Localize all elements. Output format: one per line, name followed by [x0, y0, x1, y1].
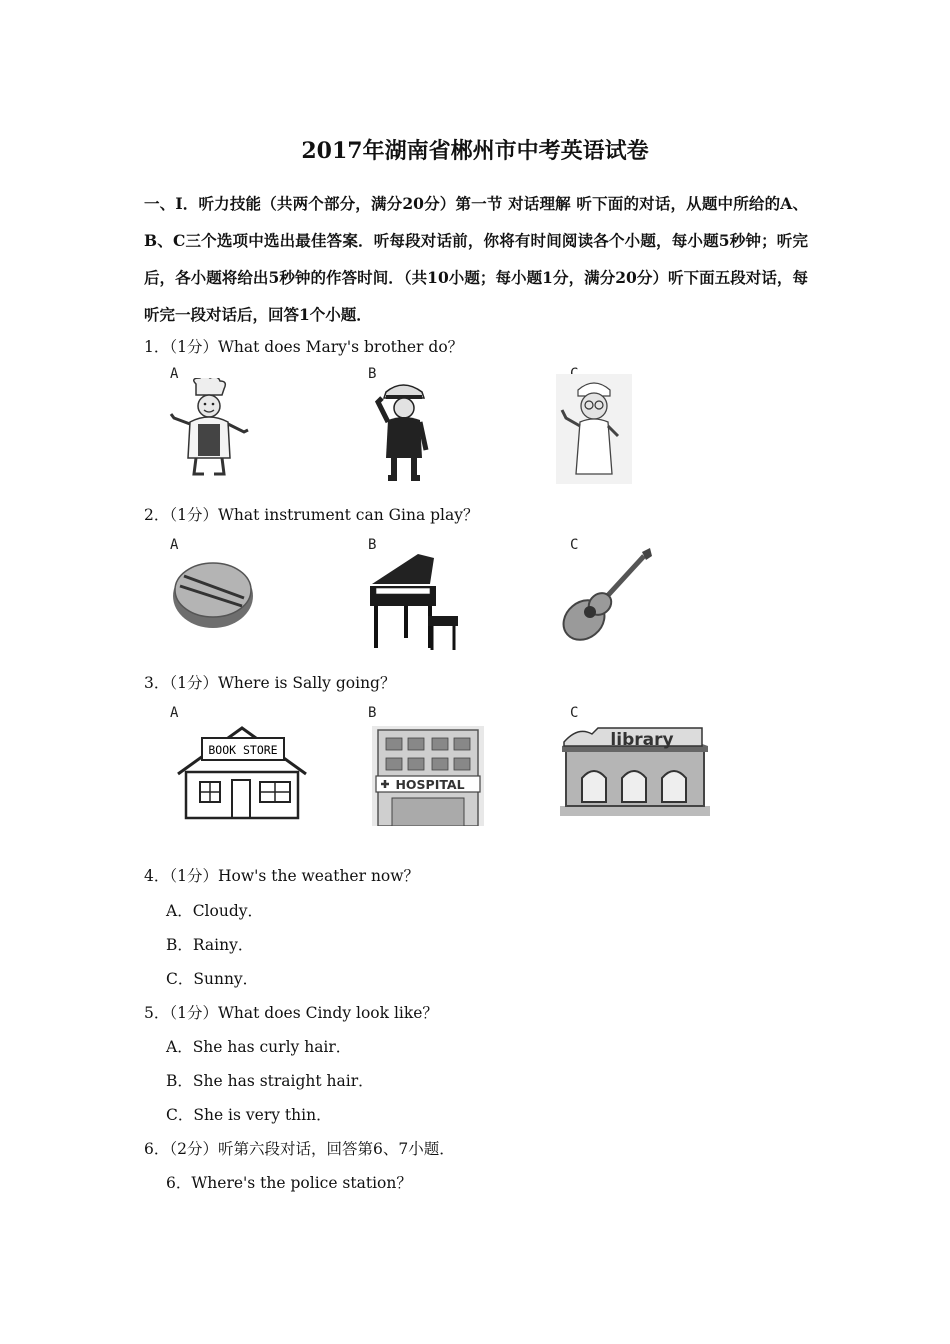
option-label-a: A — [170, 537, 179, 553]
piano-image[interactable] — [366, 548, 464, 654]
option-a[interactable]: A．Cloudy． — [166, 902, 264, 920]
hospital-sign: HOSPITAL — [395, 777, 465, 792]
chef-image[interactable] — [168, 378, 250, 482]
page-title: 2017年湖南省郴州市中考英语试卷 — [301, 138, 649, 164]
police-officer-image[interactable] — [372, 378, 434, 484]
drum-image[interactable] — [170, 556, 256, 630]
question-1: 1．（1分）What does Mary's brother do？ — [144, 338, 464, 356]
question-4: 4．（1分）How's the weather now？ — [144, 867, 420, 885]
option-c[interactable]: C．Sunny． — [166, 970, 259, 988]
hospital-image[interactable] — [372, 726, 484, 826]
option-label-a: A — [170, 705, 179, 721]
option-label-b: B — [368, 366, 377, 382]
option-label-a: A — [170, 366, 179, 382]
option-a[interactable]: A．She has curly hair． — [166, 1038, 352, 1056]
question-3: 3．（1分）Where is Sally going？ — [144, 674, 396, 692]
library-image[interactable] — [560, 716, 710, 820]
option-label-b: B — [368, 705, 377, 721]
question-2: 2．（1分）What instrument can Gina play？ — [144, 506, 479, 524]
doctor-image[interactable] — [556, 374, 632, 484]
section-instructions: 一、Ⅰ．听力技能（共两个部分，满分20分）第一节 对话理解 听下面的对话，从题中所给的A、B、C三个选项中选出最佳答案．听每段对话前，你将有时间阅读各个小题，每小题5秒钟；听完后，各小题将给出5秒钟的作答时间．（共10小题；每小题1分，满分20分）听下面五段对话，每听完一段对话后，回答1个小题． — [144, 194, 808, 324]
option-label-c: C — [570, 705, 579, 721]
bookstore-sign: BOOK STORE — [208, 743, 278, 757]
question-6: 6．（2分）听第六段对话，回答第6、7小题． — [144, 1140, 455, 1158]
question-5: 5．（1分）What does Cindy look like？ — [144, 1004, 438, 1022]
guitar-image[interactable] — [554, 546, 654, 646]
sub-question-6: 6．Where's the police station？ — [166, 1174, 412, 1192]
option-b[interactable]: B．Rainy． — [166, 936, 254, 954]
option-c[interactable]: C．She is very thin． — [166, 1106, 332, 1124]
library-sign: library — [610, 730, 674, 750]
option-label-b: B — [368, 537, 377, 553]
option-label-c: C — [570, 537, 579, 553]
option-b[interactable]: B．She has straight hair． — [166, 1072, 374, 1090]
bookstore-image[interactable] — [172, 724, 312, 822]
